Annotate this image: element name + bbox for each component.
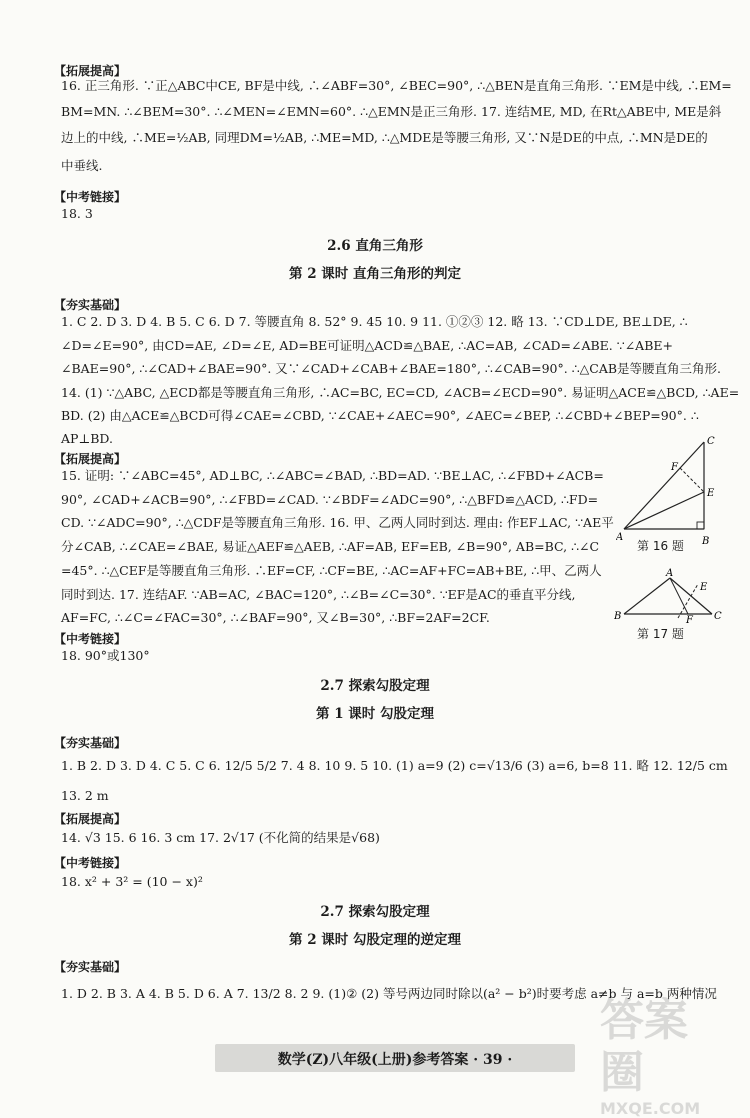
answer-line: 18. 3 [61, 206, 93, 221]
answer-line: 13. 2 m [61, 788, 109, 803]
answer-line: 1. B 2. D 3. D 4. C 5. C 6. 12/5 5/2 7. 4 8. 10 9. 5 10. (1) a=9 (2) c=√13/6 (3) a=6, b=8 11. 略 12. 12/5 cm [61, 758, 728, 773]
answer-line: 中垂线. [61, 158, 103, 173]
watermark-url: MXQE.COM [600, 1099, 701, 1118]
section-tag-exam-link: 【中考链接】 [54, 190, 127, 204]
point-label-C: C [707, 436, 715, 447]
section-tag-extension: 【拓展提高】 [54, 64, 127, 78]
answer-line: 14. (1) ∵△ABC, △ECD都是等腰直角三角形, ∴AC=BC, EC=CD, ∠ACB=∠ECD=90°. 易证明△ACE≌△BCD, ∴AE= [61, 385, 740, 400]
footer-text: 数学(Z)八年级(上册)参考答案 · 39 · [277, 1052, 513, 1068]
section-tag-basics: 【夯实基础】 [54, 960, 127, 974]
answer-line: 15. 证明: ∵∠ABC=45°, AD⊥BC, ∴∠ABC=∠BAD, ∴BD=AD. ∵BE⊥AC, ∴∠FBD+∠ACB= [61, 468, 604, 483]
lesson-title: 第 1 课时 勾股定理 [316, 706, 434, 722]
point-label-C: C [714, 611, 722, 622]
page-footer [215, 1044, 575, 1072]
section-tag-exam-link: 【中考链接】 [54, 856, 127, 870]
section-title: 2.7 探索勾股定理 [320, 678, 430, 694]
answer-line: BD. (2) 由△ACE≌△BCD可得∠CAE=∠CBD, ∵∠CAE+∠AEC=90°, ∠AEC=∠BEP, ∴∠CBD+∠BEP=90°. ∴ [61, 408, 699, 423]
section-tag-extension: 【拓展提高】 [54, 812, 127, 826]
answer-line: ∠BAE=90°, ∴∠CAD+∠BAE=90°. 又∵∠CAD+∠CAB+∠BAE=180°, ∴∠CAB=90°. ∴△CAB是等腰直角三角形. [61, 361, 722, 376]
answer-line: BM=MN. ∴∠BEM=30°. ∴∠MEN=∠EMN=60°. ∴△EMN是正三角形. 17. 连结ME, MD, 在Rt△ABE中, ME是斜 [61, 104, 722, 119]
answer-line: 14. √3 15. 6 16. 3 cm 17. 2√17 (不化简的结果是√68) [61, 830, 380, 845]
watermark-logo [600, 995, 730, 1118]
section-tag-extension: 【拓展提高】 [54, 452, 127, 466]
point-label-A: A [666, 568, 674, 579]
answer-line: 18. 90°或130° [61, 648, 150, 663]
point-label-F: F [686, 615, 693, 624]
answer-line: 18. x² + 3² = (10 − x)² [61, 874, 203, 889]
figure-16-triangle [616, 432, 726, 550]
section-title: 2.6 直角三角形 [327, 238, 423, 254]
section-tag-basics: 【夯实基础】 [54, 298, 127, 312]
section-tag-exam-link: 【中考链接】 [54, 632, 127, 646]
answer-line: 1. D 2. B 3. A 4. B 5. D 6. A 7. 13/2 8. 2 9. (1)② (2) 等号两边同时除以(a² − b²)时要考虑 a≠b 与 a=b 两种情况 [61, 986, 717, 1001]
answer-line: 边上的中线, ∴ME=½AB, 同理DM=½AB, ∴ME=MD, ∴△MDE是等腰三角形, 又∵N是DE的中点, ∴MN是DE的 [61, 130, 708, 145]
figure-17-caption: 第 17 题 [637, 627, 684, 641]
figure-16-caption: 第 16 题 [637, 539, 684, 553]
answer-line: 16. 正三角形. ∵正△ABC中CE, BF是中线, ∴∠ABF=30°, ∠BEC=90°, ∴△BEN是直角三角形. ∵EM是中线, ∴EM= [61, 78, 732, 93]
answer-line: 90°, ∠CAD+∠ACB=90°, ∴∠FBD=∠CAD. ∵∠BDF=∠ADC=90°, ∴△BFD≌△ACD, ∴FD= [61, 492, 599, 507]
point-label-E: E [700, 582, 708, 593]
answer-line: 1. C 2. D 3. D 4. B 5. C 6. D 7. 等腰直角 8. 52° 9. 45 10. 9 11. ①②③ 12. 略 13. ∵CD⊥DE, BE⊥DE, ∴ [61, 314, 688, 329]
point-label-F: F [671, 462, 678, 473]
point-label-B: B [702, 536, 710, 547]
lesson-title: 第 2 课时 直角三角形的判定 [289, 266, 461, 282]
section-title: 2.7 探索勾股定理 [320, 904, 430, 920]
answer-line: 同时到达. 17. 连结AF. ∵AB=AC, ∠BAC=120°, ∴∠B=∠C=30°. ∵EF是AC的垂直平分线, [61, 587, 576, 602]
answer-line: CD. ∵∠ADC=90°, ∴△CDF是等腰直角三角形. 16. 甲、乙两人同时到达. 理由: 作EF⊥AC, ∵AE平 [61, 515, 614, 530]
point-label-B: B [614, 611, 622, 622]
answer-line: AF=FC, ∴∠C=∠FAC=30°, ∴∠BAF=90°, 又∠B=30°, ∴BF=2AF=2CF. [61, 610, 490, 625]
answer-line: =45°. ∴△CEF是等腰直角三角形. ∴EF=CF, ∴CF=BE, ∴AC=AF+FC=AB+BE, ∴甲、乙两人 [61, 563, 602, 578]
section-tag-basics: 【夯实基础】 [54, 736, 127, 750]
point-label-A: A [616, 532, 624, 543]
point-label-E: E [707, 488, 715, 499]
figure-17-triangle [614, 566, 726, 624]
watermark-logo-text: 答案圈 [600, 995, 688, 1098]
answer-line: ∠D=∠E=90°, 由CD=AE, ∠D=∠E, AD=BE可证明△ACD≌△BAE, ∴AC=AB, ∠CAD=∠ABE. ∵∠ABE+ [61, 338, 673, 353]
answer-line: AP⊥BD. [61, 431, 113, 446]
lesson-title: 第 2 课时 勾股定理的逆定理 [289, 932, 461, 948]
answer-line: 分∠CAB, ∴∠CAE=∠BAE, 易证△AEF≌△AEB, ∴AF=AB, EF=EB, ∠B=90°, AB=BC, ∴∠C [61, 539, 600, 554]
